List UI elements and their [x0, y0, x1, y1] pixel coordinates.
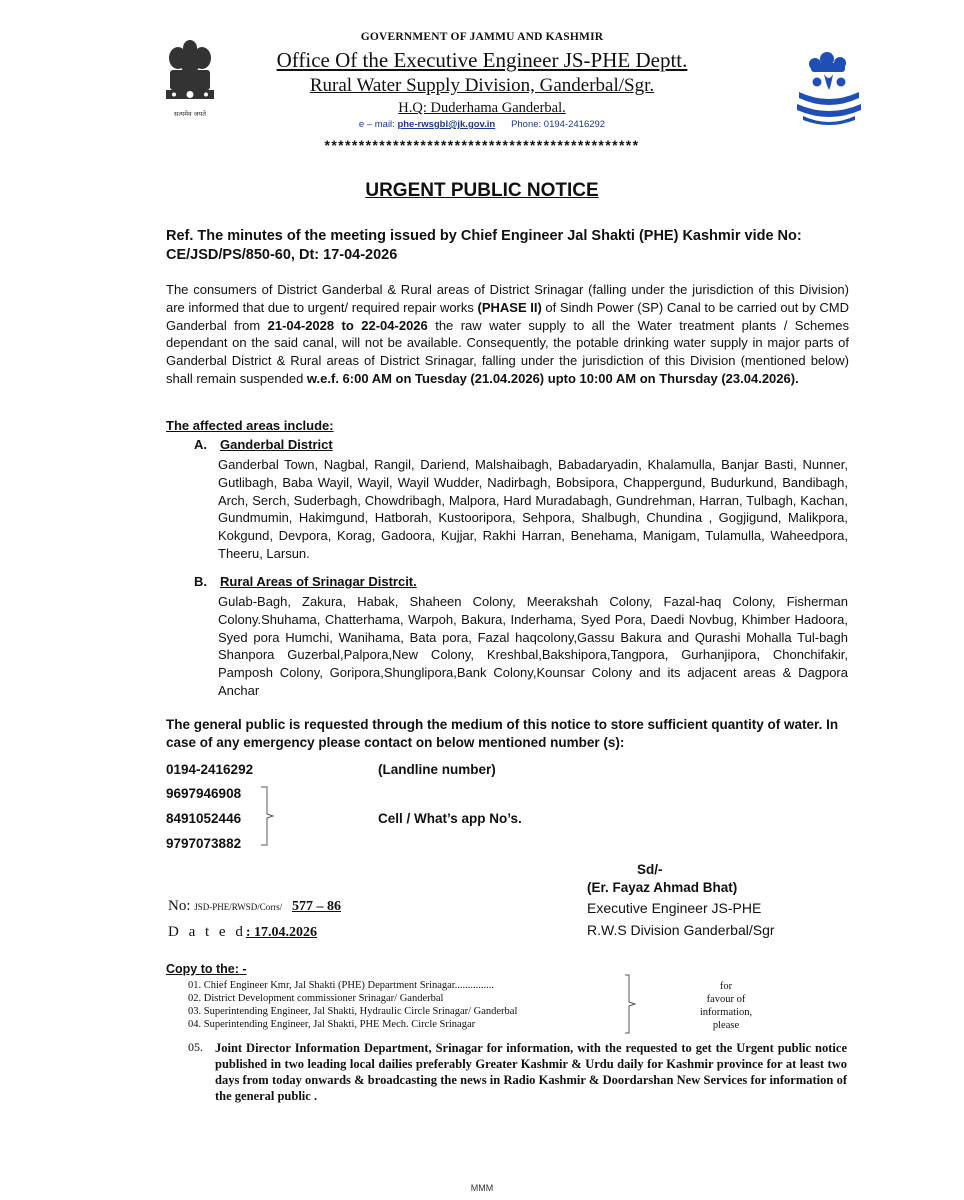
public-request: The general public is requested through the medium of this notice to store sufficient quantity of water. In case of any emergency please contact on below mentioned number (s): [166, 717, 839, 750]
hq-address: H.Q: Duderhama Ganderbal. [398, 100, 566, 116]
intro-text-3: the raw water supply to all the Water treatment plants / Schemes dependant on the said canal, will not be available. Consequently, the potable drinking water supply in major parts of Ganderbal District & Rural areas of District Srinagar, falling under the jurisdiction of this Division (mentioned below) shall remain suspended [166, 317, 849, 386]
reference-no-label: No: [168, 898, 191, 914]
email-label: e – mail: [358, 119, 395, 130]
cell-number-1[interactable]: 9697946908 [166, 786, 242, 801]
section-a-areas: Ganderbal Town, Nagbal, Rangil, Dariend, Malshaibagh, Babadaryadin, Khalamulla, Banjar Basti, Nunner, Gutlibagh, Baba Wayil, Wayil, Wayil Wudder, Nadirbagh, Bobsipora, Chappergund, Budurkund, Bandibagh, Arch, Serch, Suderbagh, Chowdribagh, Malpora, Hard Muradabagh, Gundrehman, Harran, Tulbagh, Kachan, Gundmumin, Hakimgund, Hatborah, Kustooripora, Sehpora, Shalbugh, Chundina , Gogjigund, Malikpora, Kokgund, Devpora, Korag, Gadoora, Kujjar, Rakhi Harran, Benehama, Manigam, Tulamulla, Waheedpora, Theeru, Larsun. [218, 457, 848, 561]
reference-no-prefix: JSD-PHE/RWSD/Corrs/ [194, 902, 283, 912]
repair-dates: 21-04-2028 to 22-04-2026 [267, 317, 428, 333]
copy-item-4: 04. Superintending Engineer, Jal Shakti, PHE Mech. Circle Srinagar [188, 1019, 476, 1030]
notice-title: URGENT PUBLIC NOTICE [365, 180, 599, 201]
reference-number [168, 898, 341, 915]
cell-label: Cell / What’s app No’s. [378, 811, 522, 826]
signatory-division: R.W.S Division Ganderbal/Sgr [587, 922, 775, 938]
header-separator: ********************************************** [324, 137, 640, 153]
contact-line [0, 119, 964, 130]
cell-number-2[interactable]: 8491052446 [166, 811, 242, 826]
dated-value: : 17.04.2026 [245, 925, 317, 940]
office-title: Office Of the Executive Engineer JS-PHE Deptt. [276, 48, 688, 72]
government-line: GOVERNMENT OF JAMMU AND KASHMIR [360, 31, 604, 43]
section-b-areas: Gulab-Bagh, Zakura, Habak, Shaheen Colony, Meerakshah Colony, Fazal-haq Colony, Fisherman Colony.Shuhama, Chatterhama, Warpoh, Bakura, Inderhama, Syed Pora, Daedi Novbug, Khimber Hadoora, Syed pora Humchi, Wanihama, Bata pora, Fazal haqcolony,Gassu Bakura and Qurashi Mohalla Tul-bagh Shanpora Guzerbal,Palpora,New Colony, Kreshbal,Bakshipora,Tangpora, Gurhanjipora, Chonchifakir, Pamposh Colony, Goripora,Shunglipora,Bank Colony,Kounsar Colony and its adjacent areas & Dagpora Anchar [218, 594, 848, 698]
section-a-marker: A. [194, 437, 207, 452]
affected-areas-heading: The affected areas include: [166, 418, 334, 433]
signature-sd: Sd/- [637, 862, 663, 877]
phase-label: (PHASE II) [477, 299, 542, 315]
section-b-marker: B. [194, 574, 207, 589]
phone-label: Phone: 0194-2416292 [511, 119, 606, 130]
cell-numbers-bracket [259, 786, 275, 846]
reference-date [168, 924, 317, 941]
intro-text-2: of Sindh Power (SP) Canal to be carried out by CMD Ganderbal from [166, 299, 849, 333]
favour-line-2: favour of [706, 994, 746, 1005]
dated-label: D a t e d [168, 924, 246, 940]
landline-number[interactable]: 0194-2416292 [166, 762, 254, 777]
reference-no-value: 577 – 86 [292, 899, 342, 914]
favour-line-3: information, [699, 1007, 753, 1018]
copy-to-heading: Copy to the: - [166, 962, 247, 976]
notice-body [166, 281, 849, 388]
emblem-motto: सत्यमेव जयते [174, 110, 206, 118]
email-link[interactable]: phe-rwsgbl@jk.gov.in [397, 119, 496, 130]
footer-mark: MMM [470, 1183, 494, 1193]
cell-number-3[interactable]: 9797073882 [166, 836, 242, 851]
copy-bracket [623, 974, 637, 1034]
copy-item-2: 02. District Development commissioner Srinagar/ Ganderbal [188, 993, 444, 1004]
suspension-period: w.e.f. 6:00 AM on Tuesday (21.04.2026) upto 10:00 AM on Thursday (23.04.2026). [306, 370, 799, 386]
copy-item-5: Joint Director Information Department, Srinagar for information, with the requested to get the Urgent public notice published in two leading local dailies preferably Greater Kashmir & Urdu daily for Kashmir province for at least two days from today onwards & broadcasting the news in Radio Kashmir & Doordarshan New Services for information of the general public . [215, 1041, 847, 1103]
landline-label: (Landline number) [378, 762, 496, 777]
division-title: Rural Water Supply Division, Ganderbal/Sgr. [309, 75, 655, 96]
intro-text-1: The consumers of District Ganderbal & Rural areas of District Srinagar (falling under the jurisdiction of this Division) are informed that due to urgent/ required repair works [166, 282, 849, 315]
signatory-designation: Executive Engineer JS-PHE [587, 900, 762, 916]
favour-line-4: please [712, 1020, 740, 1031]
copy-item-3: 03. Superintending Engineer, Jal Shakti, Hydraulic Circle Srinagar/ Ganderbal [188, 1006, 518, 1017]
copy-item-5-number: 05. [188, 1040, 203, 1054]
copy-favour-note [668, 980, 784, 1032]
section-b-title: Rural Areas of Srinagar Distrcit. [220, 574, 417, 589]
signatory-name: (Er. Fayaz Ahmad Bhat) [587, 880, 738, 895]
favour-line-1: for [719, 981, 733, 992]
copy-item-1: 01. Chief Engineer Kmr, Jal Shakti (PHE) Department Srinagar............... [188, 980, 495, 991]
reference-line: Ref. The minutes of the meeting issued by Chief Engineer Jal Shakti (PHE) Kashmir vide No: CE/JSD/PS/850-60, Dt: 17-04-2026 [166, 228, 802, 263]
section-a-title: Ganderbal District [220, 437, 333, 452]
